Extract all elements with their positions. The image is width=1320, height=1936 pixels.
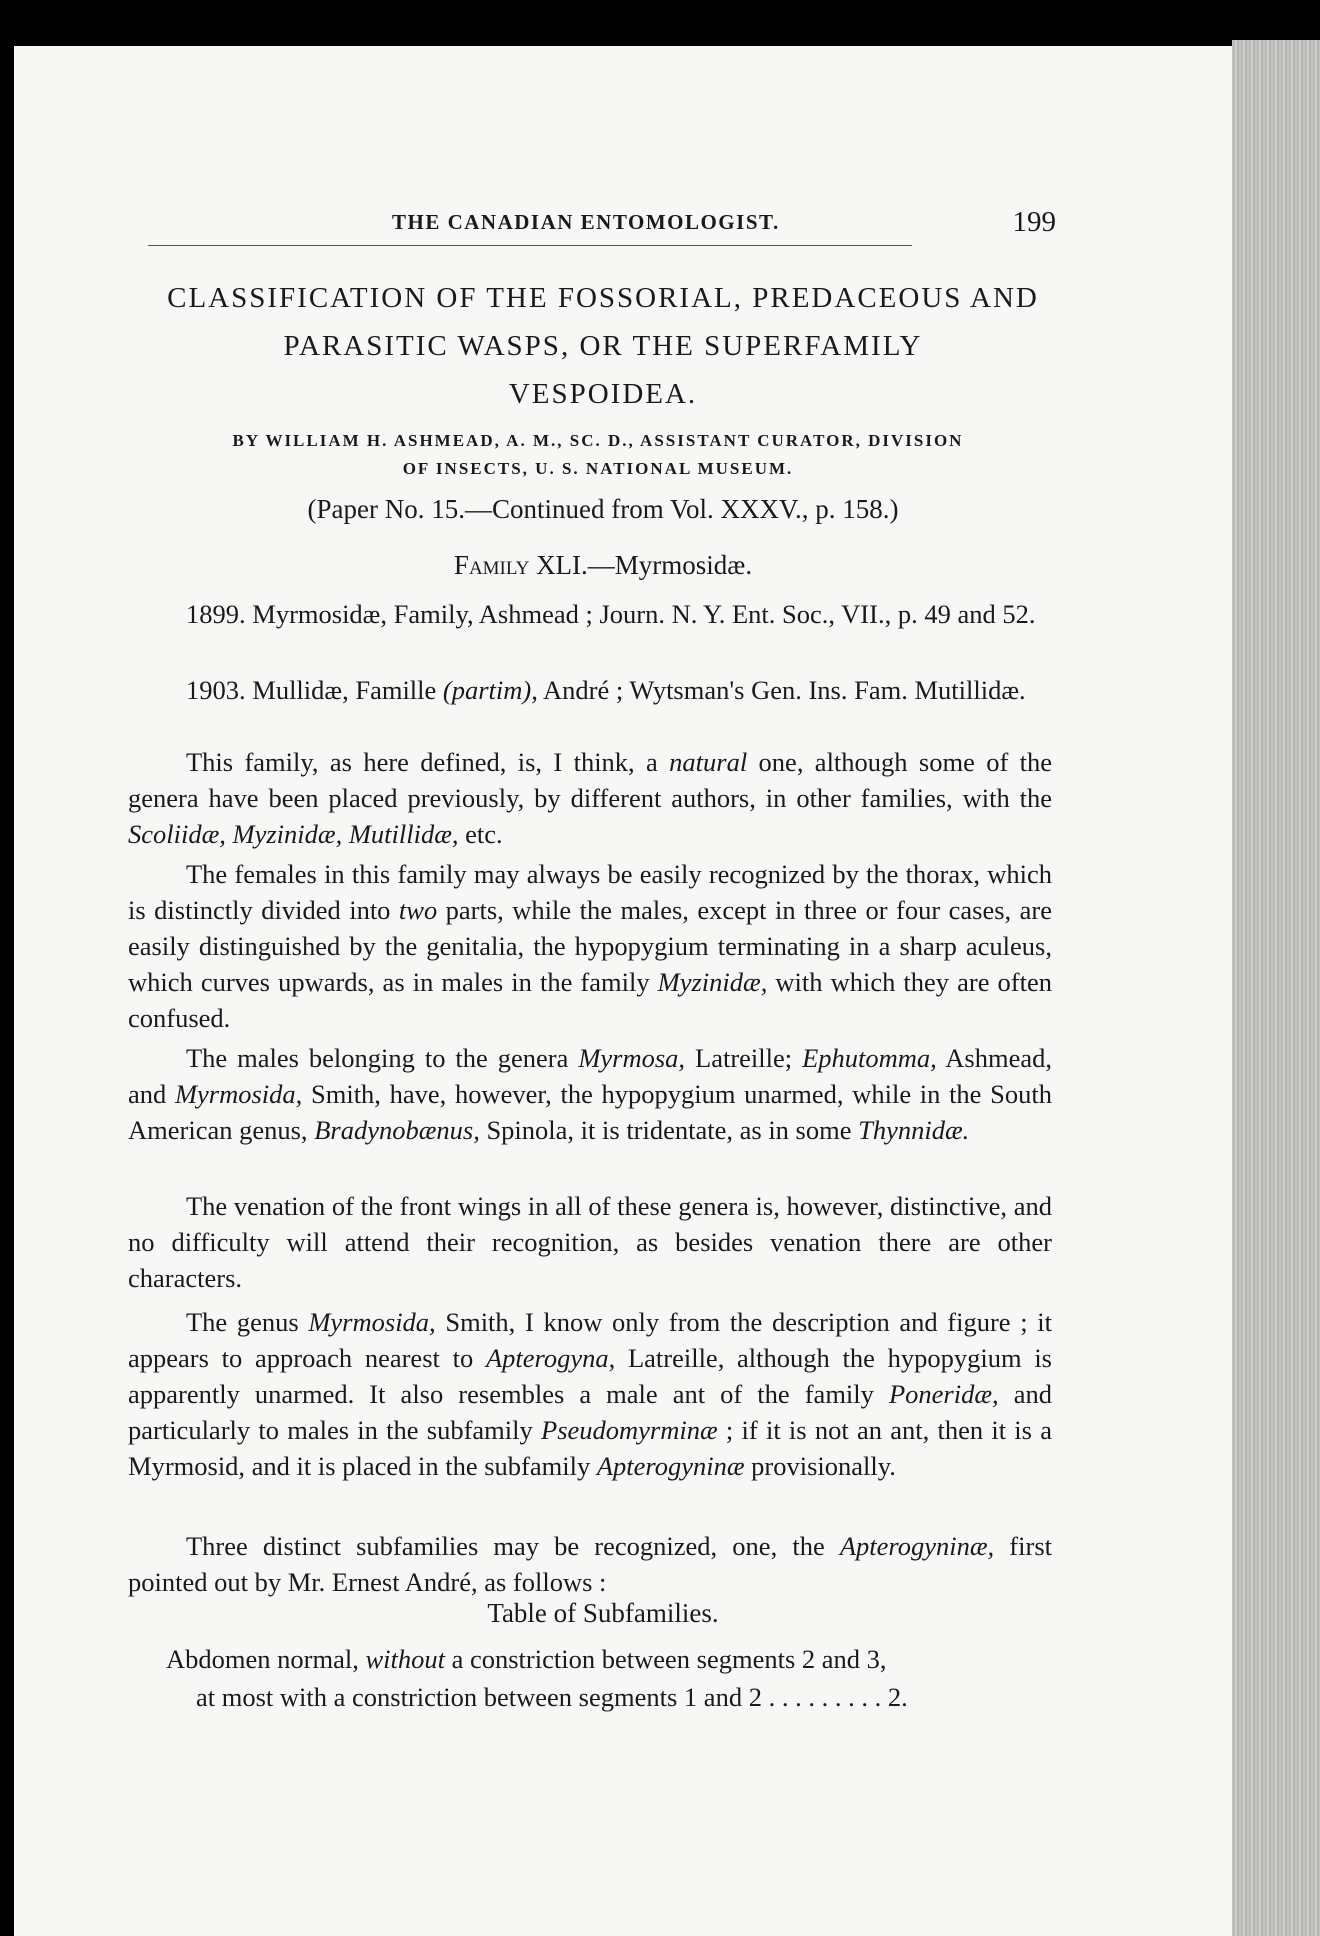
italic-term: Myrmosa, bbox=[578, 1043, 686, 1073]
text-run: and particularly to males in the subfamily bbox=[128, 1379, 1052, 1445]
text-run: Abdomen normal, bbox=[166, 1644, 366, 1674]
family-heading bbox=[128, 550, 1078, 581]
article-title-line-1: CLASSIFICATION OF THE FOSSORIAL, PREDACEOUS AND bbox=[167, 282, 1039, 314]
text-run: a constriction between segments 2 and 3, bbox=[444, 1644, 887, 1674]
paragraph-1 bbox=[128, 744, 1052, 852]
paragraph-4 bbox=[128, 1188, 1052, 1296]
paragraph-3 bbox=[128, 1040, 1052, 1148]
text-run: This family, as here defined, is, I think, a bbox=[186, 747, 670, 777]
italic-term: Thynnidæ. bbox=[858, 1115, 970, 1145]
text-run: The females in this family may always be easily recognized by the thorax, which is distinctly divided into bbox=[128, 859, 1052, 925]
text-run: first pointed out by Mr. Ernest André, as follows : bbox=[128, 1531, 1052, 1597]
table-heading: Table of Subfamilies. bbox=[487, 1598, 719, 1628]
paragraph-2 bbox=[128, 856, 1052, 1036]
journal-title: THE CANADIAN ENTOMOLOGIST. bbox=[392, 210, 780, 234]
italic-term: Apterogyninæ, bbox=[839, 1531, 995, 1561]
reference-2 bbox=[128, 672, 1052, 708]
byline-line-2: OF INSECTS, U. S. NATIONAL MUSEUM. bbox=[402, 459, 794, 478]
italic-term: natural bbox=[669, 747, 748, 777]
byline-line-1: BY WILLIAM H. ASHMEAD, A. M., SC. D., ASSISTANT CURATOR, DIVISION bbox=[232, 431, 964, 450]
family-heading-prefix: Family bbox=[453, 550, 530, 580]
text-run: with which they are often confused. bbox=[128, 967, 1053, 1033]
page-number: 199 bbox=[1012, 206, 1056, 238]
text-run: André ; Wytsman's Gen. Ins. Fam. Mutillidæ. bbox=[537, 675, 1026, 705]
text-run: 1903. Mullidæ, Famille bbox=[186, 675, 443, 705]
paragraph-6 bbox=[128, 1528, 1052, 1600]
italic-term: Pseudomyrminæ bbox=[541, 1415, 718, 1445]
header-rule bbox=[148, 245, 912, 246]
italic-term: Bradynobænus, bbox=[314, 1115, 480, 1145]
paragraph-5 bbox=[128, 1304, 1052, 1484]
italic-term: Myrmosida, bbox=[174, 1079, 303, 1109]
text-run: parts, while the males, except in three or four cases, are easily distinguished by the genitalia, the hypopygium terminating in a sharp aculeus, which curves upwards, as in males in the family bbox=[128, 895, 1053, 997]
table-line-2: at most with a constriction between segments 1 and 2 . . . . . . . . . 2. bbox=[196, 1682, 908, 1712]
text-run: Smith, have, however, the hypopygium unarmed, while in the South American genus, bbox=[128, 1079, 1052, 1145]
italic-term: Myrmosida, bbox=[308, 1307, 436, 1337]
italic-term: Apterogyna, bbox=[485, 1343, 616, 1373]
table-line-1 bbox=[166, 1644, 887, 1675]
text-run: Spinola, it is tridentate, as in some bbox=[479, 1115, 859, 1145]
text-run: Ashmead, and bbox=[128, 1043, 1052, 1109]
italic-term: Scoliidæ, Myzinidæ, Mutillidæ, bbox=[128, 819, 459, 849]
paper-note: (Paper No. 15.—Continued from Vol. XXXV., p. 158.) bbox=[307, 494, 899, 524]
running-head bbox=[128, 206, 1056, 246]
italic-term: two bbox=[398, 895, 438, 925]
text-run: Smith, I know only from the description and figure ; it appears to approach nearest to bbox=[128, 1307, 1052, 1373]
article-title-line-3: VESPOIDEA. bbox=[508, 378, 698, 410]
italic-term: Poneridæ, bbox=[888, 1379, 999, 1409]
italic-term: Myzinidæ, bbox=[657, 967, 768, 997]
family-heading-rest: XLI.—Myrmosidæ. bbox=[536, 550, 753, 580]
text-run: The genus bbox=[186, 1307, 309, 1337]
text-run: Three distinct subfamilies may be recognized, one, the bbox=[186, 1531, 840, 1561]
text-run: ; if it is not an ant, then it is a Myrmosid, and it is placed in the subfamily bbox=[128, 1415, 1052, 1481]
text-run: etc. bbox=[458, 819, 503, 849]
text-run: 1899. Myrmosidæ, Family, Ashmead ; Journ. N. Y. Ent. Soc., VII., p. 49 and 52. bbox=[186, 599, 1036, 629]
text-run: provisionally. bbox=[744, 1451, 896, 1481]
italic-term: Apterogyninæ bbox=[596, 1451, 745, 1481]
italic-term: (partim), bbox=[442, 675, 538, 705]
text-run: Latreille, although the hypopygium is apparently unarmed. It also resembles a male ant of the family bbox=[128, 1343, 1052, 1409]
text-run: The venation of the front wings in all of these genera is, however, distinctive, and no difficulty will attend their recognition, as besides venation there are other characters. bbox=[128, 1191, 1052, 1293]
italic-term: Ephutomma, bbox=[802, 1043, 937, 1073]
page-edge bbox=[1232, 40, 1320, 1936]
text-run: The males belonging to the genera bbox=[186, 1043, 579, 1073]
italic-term: without bbox=[365, 1644, 445, 1674]
text-run: Latreille; bbox=[685, 1043, 803, 1073]
text-run: one, although some of the genera have been placed previously, by different authors, in other families, with the bbox=[128, 747, 1052, 813]
article-title-line-2: PARASITIC WASPS, OR THE SUPERFAMILY bbox=[283, 330, 923, 362]
reference-1 bbox=[128, 596, 1052, 632]
